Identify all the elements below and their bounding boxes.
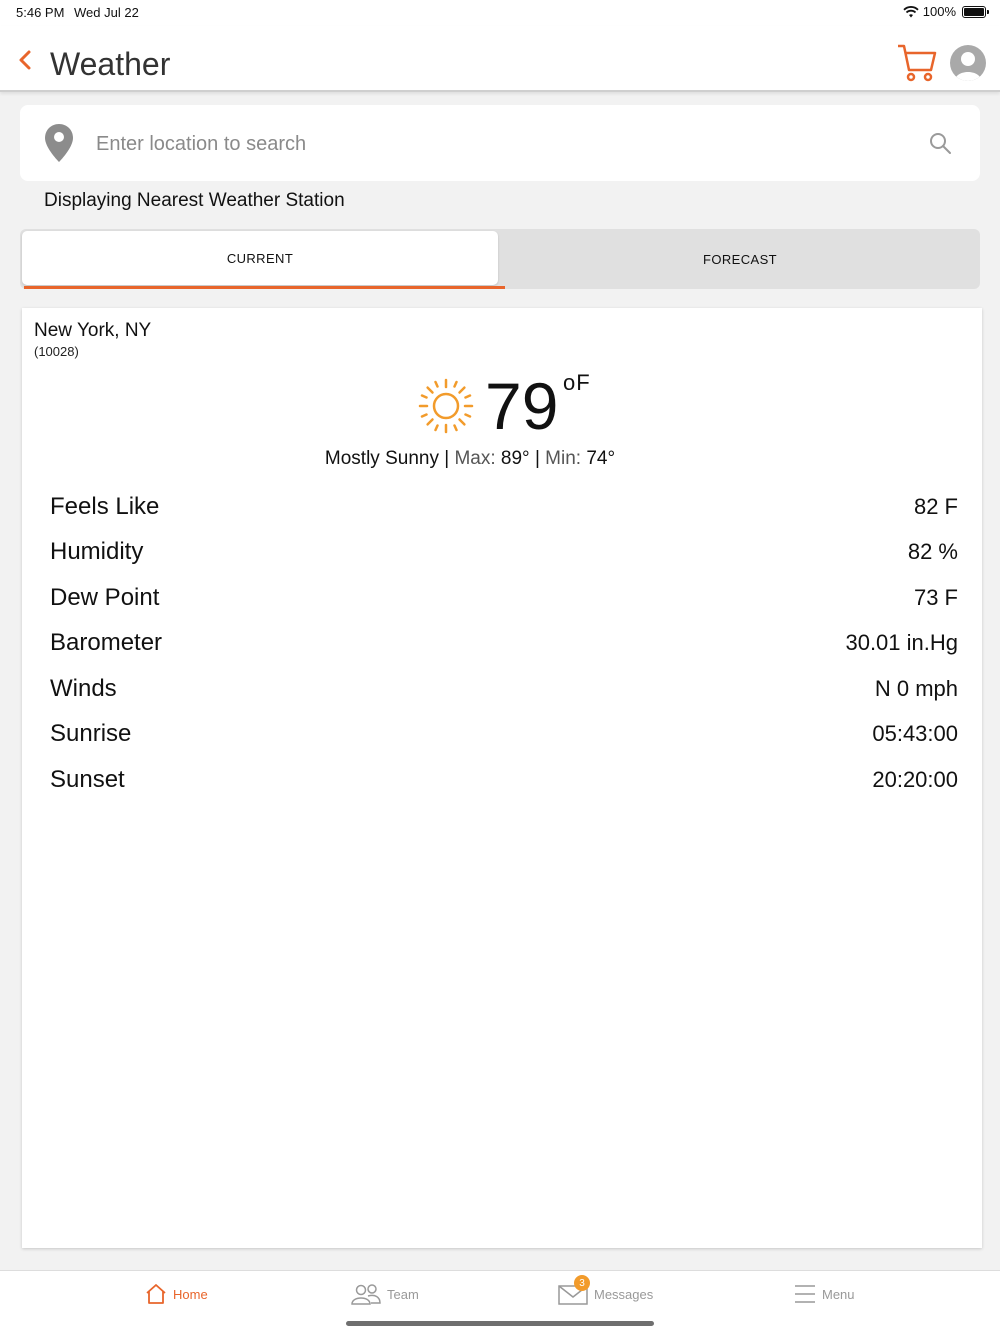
weather-details (50, 484, 958, 803)
detail-label: Winds (50, 674, 117, 702)
weather-tabs (20, 229, 980, 289)
detail-row-humidity (50, 530, 958, 576)
hamburger-menu-icon (794, 1283, 816, 1305)
current-temperature: 79 (485, 369, 559, 443)
detail-row-barometer (50, 621, 958, 667)
location-zip: (10028) (34, 344, 79, 359)
min-temp: 74° (586, 448, 616, 469)
min-label: Min: (545, 448, 582, 469)
detail-label: Barometer (50, 629, 163, 657)
station-label: Displaying Nearest Weather Station (44, 190, 345, 211)
tab-current[interactable]: CURRENT (22, 231, 498, 285)
detail-value: 30.01 in.Hg (845, 630, 958, 656)
nav-messages-label: Messages (594, 1286, 654, 1302)
separator: | (534, 448, 540, 469)
search-icon[interactable] (928, 131, 952, 155)
avatar[interactable] (950, 45, 986, 81)
separator: | (444, 448, 450, 469)
nav-home[interactable] (145, 1283, 208, 1305)
battery-percent: 100% (922, 4, 956, 19)
status-right (903, 4, 986, 19)
nav-menu[interactable] (794, 1283, 855, 1305)
detail-value: 73 F (913, 584, 958, 610)
sun-icon (418, 378, 474, 434)
location-search-bar (20, 105, 980, 181)
back-button[interactable] (14, 48, 38, 72)
messages-badge: 3 (574, 1275, 590, 1291)
detail-label: Humidity (50, 538, 144, 566)
detail-label: Dew Point (50, 583, 160, 611)
nav-messages[interactable] (558, 1277, 654, 1305)
location-pin-icon (44, 123, 74, 163)
max-temp: 89° (500, 448, 530, 469)
detail-label: Sunset (50, 765, 125, 793)
active-tab-indicator (24, 286, 505, 289)
detail-row-dew-point (50, 575, 958, 621)
detail-value: N 0 mph (874, 675, 958, 701)
messages-icon-wrap (558, 1277, 588, 1305)
detail-value: 82 F (913, 493, 958, 519)
wifi-icon (903, 6, 919, 18)
detail-row-sunset (50, 757, 958, 803)
max-label: Max: (454, 448, 496, 469)
tab-forecast[interactable]: FORECAST (703, 251, 777, 267)
detail-value: 20:20:00 (872, 766, 958, 792)
detail-label: Sunrise (50, 720, 132, 748)
status-time: 5:46 PM (16, 5, 65, 20)
weather-card (22, 308, 982, 1248)
status-bar (0, 0, 1000, 26)
detail-row-winds (50, 666, 958, 712)
home-indicator[interactable] (346, 1321, 654, 1326)
home-icon (145, 1283, 167, 1305)
location-city: New York, NY (34, 320, 152, 341)
page-title: Weather (50, 46, 171, 82)
battery-icon (962, 6, 986, 18)
search-input[interactable] (94, 125, 918, 163)
status-date: Wed Jul 22 (74, 5, 139, 20)
detail-label: Feels Like (50, 492, 160, 520)
nav-home-label: Home (173, 1286, 208, 1302)
detail-value: 82 % (907, 539, 958, 565)
nav-team[interactable] (351, 1283, 419, 1305)
detail-row-feels-like (50, 484, 958, 530)
nav-team-label: Team (387, 1286, 419, 1302)
condition-summary (22, 448, 918, 470)
temperature-unit: oF (563, 370, 591, 395)
user-silhouette-icon (950, 45, 986, 81)
nav-menu-label: Menu (822, 1286, 855, 1302)
detail-row-sunrise (50, 712, 958, 758)
cart-icon[interactable] (896, 42, 938, 84)
app-header (0, 26, 1000, 92)
detail-value: 05:43:00 (872, 721, 958, 747)
team-icon (351, 1283, 381, 1305)
condition-text: Mostly Sunny (324, 448, 439, 469)
